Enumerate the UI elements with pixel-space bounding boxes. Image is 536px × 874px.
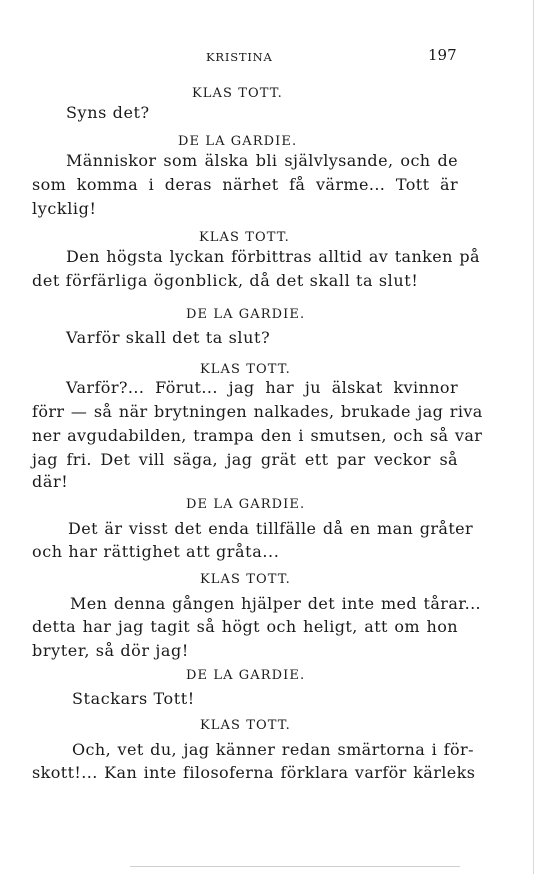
speaker-name: KLAS TOTT.	[200, 718, 291, 733]
speaker-name: KLAS TOTT.	[192, 86, 283, 101]
dialogue-line: och har rättighet att gråta...	[32, 542, 280, 561]
speaker-name: DE LA GARDIE.	[178, 134, 298, 149]
dialogue-line: jag fri. Det vill säga, jag grät ett par veckor så	[32, 450, 458, 469]
dialogue-line: bryter, så dör jag!	[32, 641, 189, 660]
page-edge	[533, 0, 534, 874]
speaker-name: DE LA GARDIE.	[186, 668, 306, 683]
dialogue-line: där!	[32, 472, 69, 491]
dialogue-line: Men denna gången hjälper det inte med tårar...	[70, 594, 482, 613]
dialogue-line: Varför?... Förut... jag har ju älskat kvinnor	[66, 378, 458, 397]
speaker-name: KLAS TOTT.	[200, 362, 291, 377]
dialogue-line: detta har jag tagit så högt och heligt, att om hon	[32, 617, 458, 636]
dialogue-line: ner avgudabilden, trampa den i smutsen, och så var	[32, 426, 483, 445]
dialogue-line: det förfärliga ögonblick, då det skall ta slut!	[32, 271, 419, 290]
speaker-name: KLAS TOTT.	[199, 230, 290, 245]
running-title: KRISTINA	[206, 50, 273, 64]
page-number: 197	[428, 46, 457, 64]
dialogue-line: som komma i deras närhet få värme... Tott är	[32, 175, 458, 194]
speaker-name: DE LA GARDIE.	[186, 497, 306, 512]
dialogue-line: förr — så när brytningen nalkades, brukade jag riva	[32, 402, 483, 421]
dialogue-line: Den högsta lyckan förbittras alltid av tanken på	[66, 247, 480, 266]
speaker-name: DE LA GARDIE.	[186, 307, 306, 322]
dialogue-line: Varför skall det ta slut?	[66, 328, 271, 347]
dialogue-line: lycklig!	[32, 199, 97, 218]
page-bottom-edge	[130, 866, 460, 867]
dialogue-line: Det är visst det enda tillfälle då en man gråter	[68, 519, 474, 538]
dialogue-line: Syns det?	[66, 103, 150, 122]
dialogue-line: Stackars Tott!	[72, 689, 195, 708]
dialogue-line: skott!... Kan inte filosoferna förklara varför kärleks	[32, 763, 476, 782]
speaker-name: KLAS TOTT.	[200, 572, 291, 587]
dialogue-line: Människor som älska bli självlysande, och de	[66, 151, 458, 170]
dialogue-line: Och, vet du, jag känner redan smärtorna i för-	[72, 740, 474, 759]
